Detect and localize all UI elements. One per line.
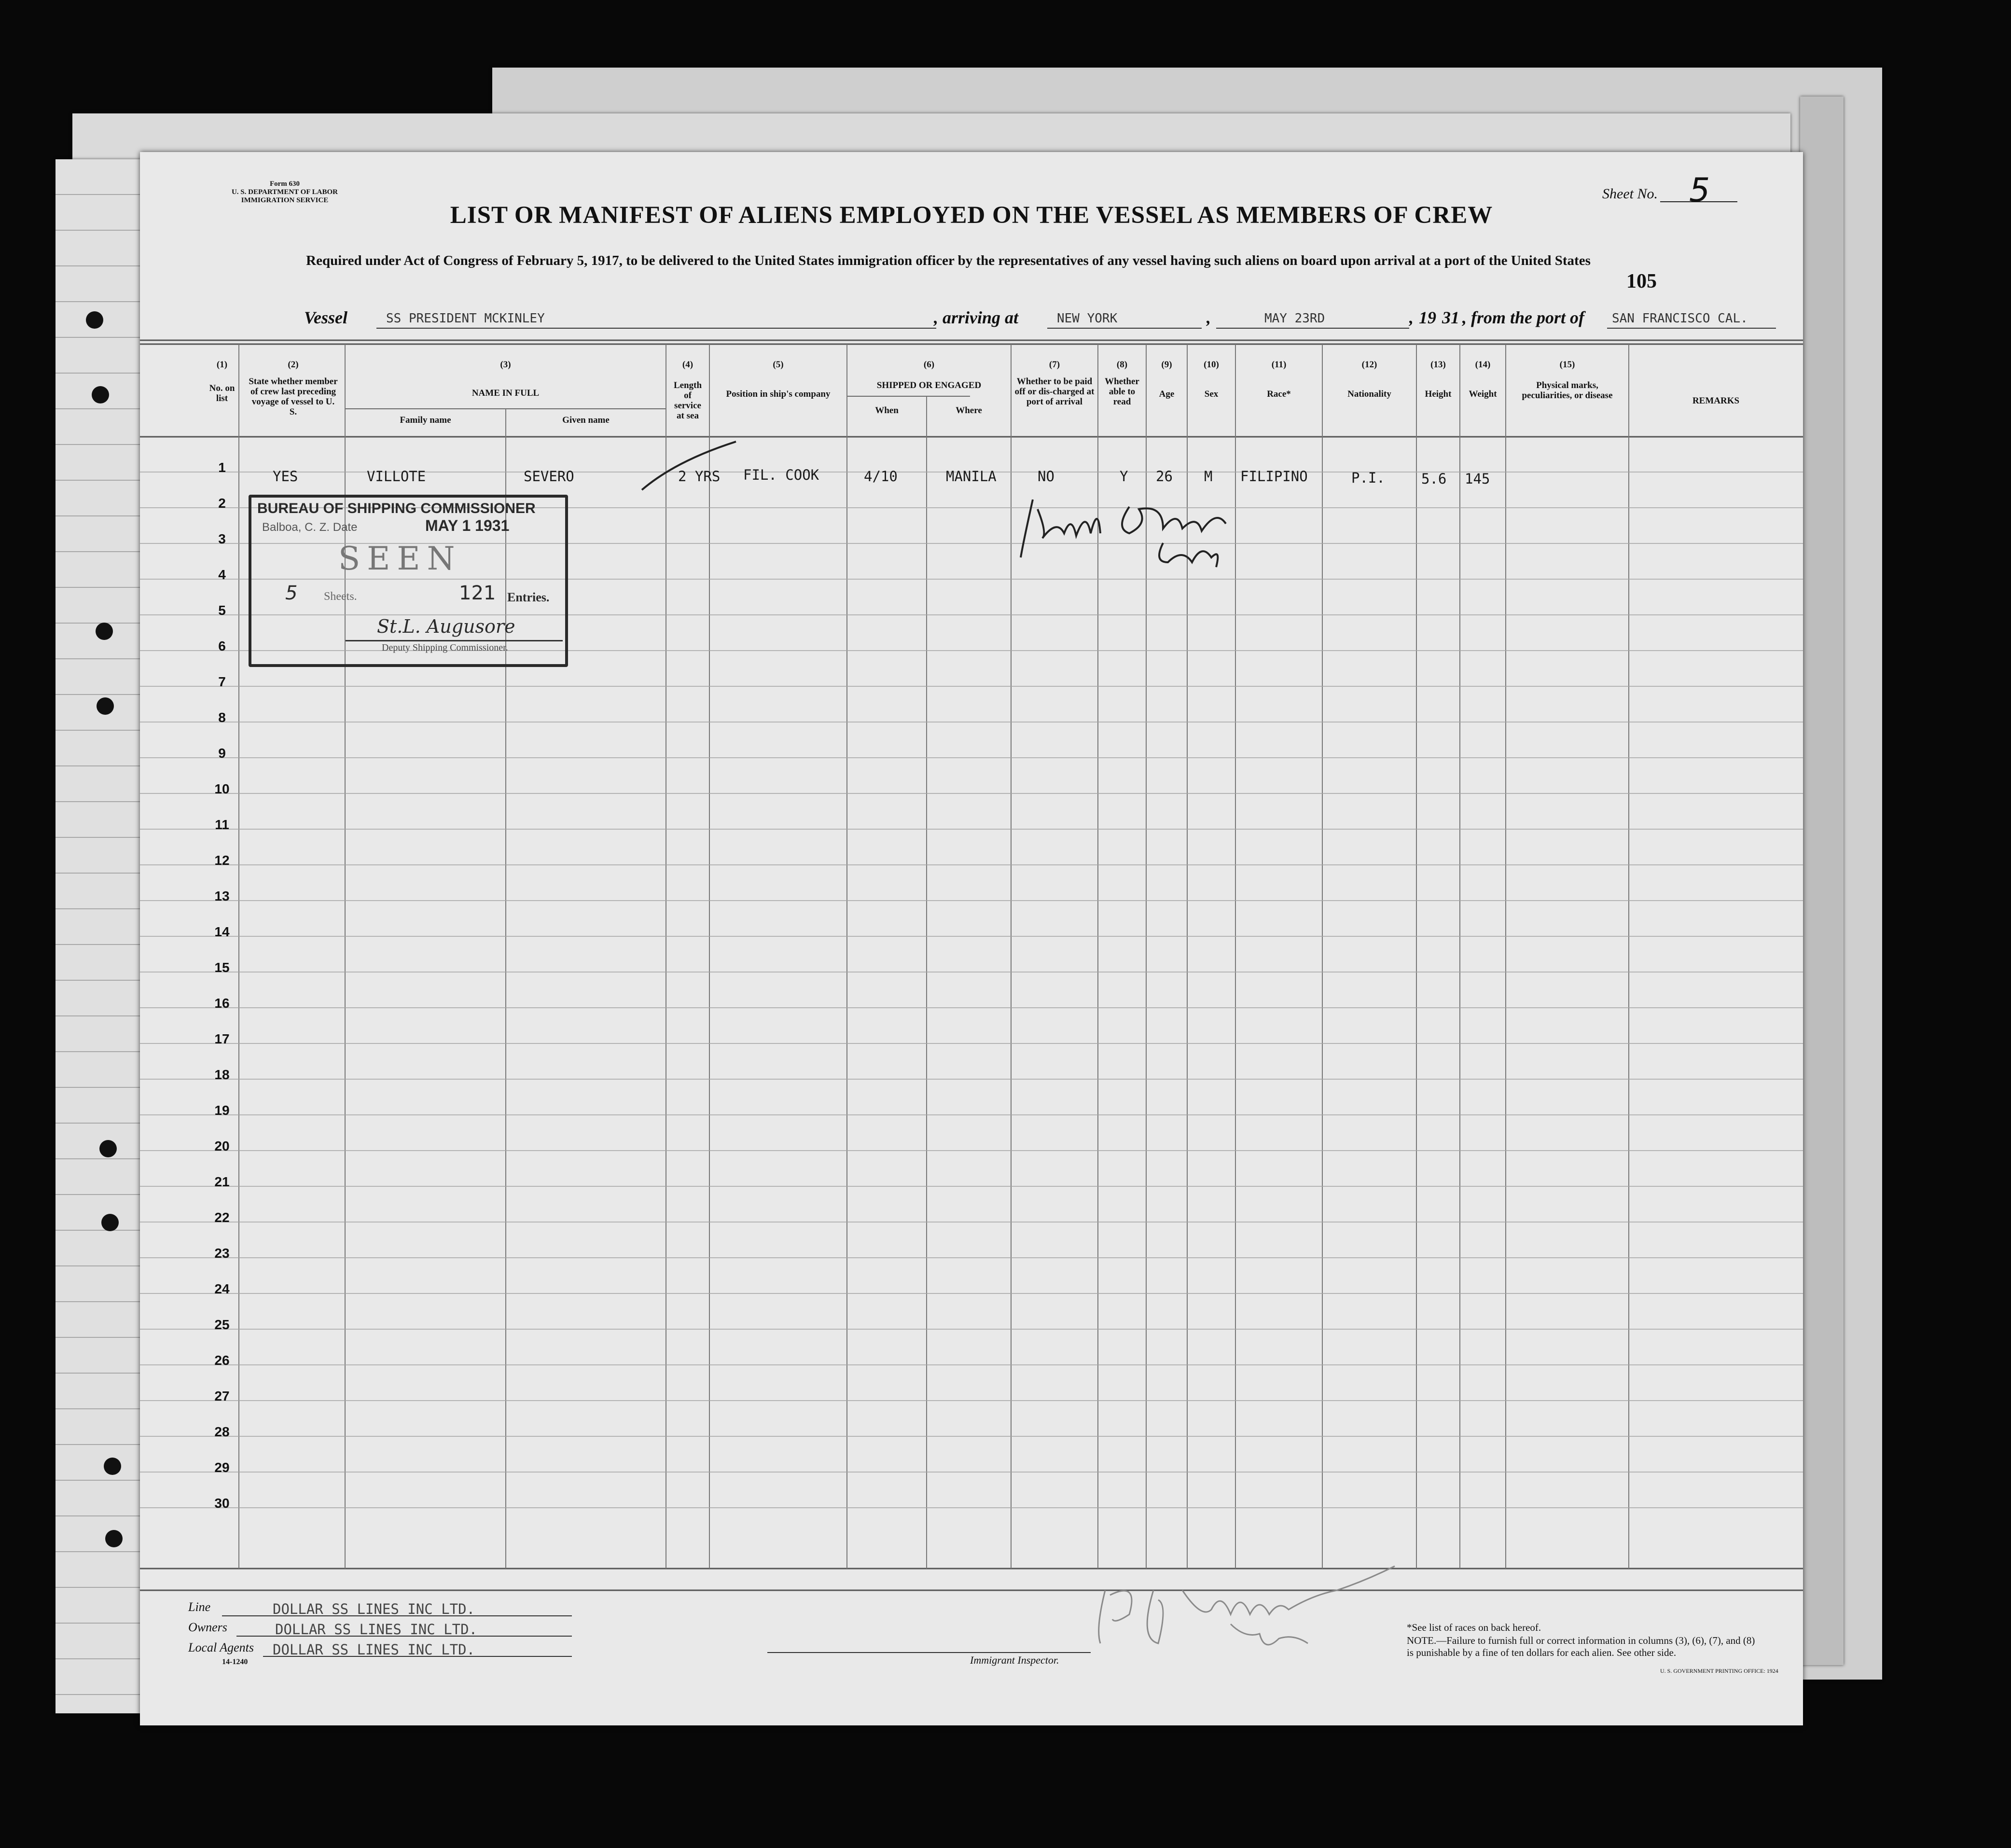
- col-5-number: (5): [773, 360, 784, 370]
- page-number: 105: [1626, 270, 1657, 292]
- sheet-number-value: 5: [1689, 171, 1710, 209]
- footer-owners-label: Owners: [188, 1620, 227, 1634]
- row-number: 30: [214, 1496, 230, 1511]
- entry-sex: M: [1204, 468, 1213, 485]
- row-number: 21: [214, 1174, 230, 1189]
- service-name: IMMIGRATION SERVICE: [241, 196, 329, 204]
- col-11-number: (11): [1271, 360, 1287, 370]
- footer-agents-label: Local Agents: [188, 1640, 254, 1654]
- entry-when: 4/10: [864, 468, 898, 485]
- row-number: 29: [214, 1460, 230, 1475]
- vessel-label: Vessel: [304, 308, 347, 327]
- bottom-signature-text: [1086, 1561, 1089, 1562]
- footnote-races: *See list of races on back hereof.: [1407, 1622, 1541, 1633]
- row-number: 26: [214, 1353, 230, 1368]
- stamp-entries-label: Entries.: [507, 590, 550, 604]
- col-7-label: Whether to be paid off or dis-charged at port of arrival: [1014, 376, 1095, 407]
- row-number: 19: [214, 1103, 230, 1118]
- col-1-number: (1): [216, 360, 228, 370]
- punch-hole: [96, 623, 113, 640]
- col-1-label: No. on list: [209, 383, 235, 403]
- col-4-header: [671, 360, 705, 421]
- col-5-label: Position in ship's company: [726, 389, 831, 399]
- printer-imprint: U. S. GOVERNMENT PRINTING OFFICE: 1924: [1660, 1667, 1778, 1674]
- col-3-given-header: Given name: [562, 415, 610, 425]
- punch-hole: [104, 1458, 121, 1475]
- row-number: 16: [214, 996, 230, 1011]
- inspector-signature: [1018, 490, 1240, 586]
- row-number: 18: [214, 1067, 230, 1082]
- col-2-label: State whether member of crew last preceding voyage of vessel to U. S.: [249, 376, 338, 417]
- arrival-date: MAY 23RD: [1264, 311, 1325, 326]
- col-6-where-header: Where: [956, 405, 982, 416]
- punch-hole: [97, 697, 114, 715]
- inspector-signature-line: [767, 1652, 1091, 1653]
- col-7-header: [1013, 360, 1096, 407]
- vessel-name: SS PRESIDENT MCKINLEY: [386, 311, 545, 326]
- stamp-seen: SEEN: [338, 540, 462, 577]
- stamp-signature: St.L. Augusore: [377, 616, 515, 637]
- row-number: 23: [214, 1246, 230, 1261]
- punch-hole: [101, 1214, 119, 1231]
- col-13-header: [1416, 360, 1460, 399]
- entry-age: 26: [1156, 468, 1173, 485]
- entry-prior-voyage: YES: [273, 468, 298, 485]
- departure-port: SAN FRANCISCO CAL.: [1612, 311, 1748, 326]
- arriving-label: , arriving at: [934, 308, 1019, 327]
- col-9-number: (9): [1161, 360, 1172, 370]
- col-14-label: Weight: [1469, 389, 1497, 399]
- row-number: 14: [214, 924, 230, 939]
- col-14-number: (14): [1475, 360, 1491, 370]
- col-3-family-header: Family name: [400, 415, 451, 425]
- row-number: 3: [218, 531, 226, 546]
- entry-weight: 145: [1465, 471, 1490, 487]
- row-number: 1: [218, 460, 226, 475]
- col-8-label: Whether able to read: [1105, 376, 1139, 407]
- col-1-header: [203, 360, 241, 403]
- col-8-number: (8): [1116, 360, 1128, 370]
- form-number: Form 630: [269, 180, 300, 188]
- col-10-header: [1187, 360, 1235, 399]
- entry-nationality: P.I.: [1351, 470, 1385, 486]
- row-number: 2: [218, 496, 226, 511]
- col-15-label: Physical marks, peculiarities, or disease: [1522, 380, 1613, 401]
- row-number: 6: [218, 639, 226, 653]
- col-3-label: NAME IN FULL: [472, 388, 540, 398]
- row-number: 17: [214, 1031, 230, 1046]
- bottom-signature-scribble: [1086, 1561, 1414, 1672]
- row-number: 10: [214, 781, 230, 796]
- stamp-date: MAY 1 1931: [425, 517, 510, 534]
- col-2-number: (2): [288, 360, 299, 370]
- stamp-officer: Deputy Shipping Commissioner.: [382, 642, 508, 653]
- row-number: 24: [214, 1281, 230, 1296]
- col-5-header: [714, 360, 842, 399]
- col-13-number: (13): [1430, 360, 1446, 370]
- col-7-number: (7): [1049, 360, 1060, 370]
- col-6-label: SHIPPED OR ENGAGED: [876, 380, 982, 390]
- row-number: 22: [214, 1210, 230, 1225]
- footer-line-value: DOLLAR SS LINES INC LTD.: [273, 1601, 475, 1617]
- entry-paid-off: NO: [1038, 468, 1054, 485]
- entry-race: FILIPINO: [1240, 468, 1308, 485]
- entry-where: MANILA: [946, 468, 997, 485]
- comma-sep: ,: [1207, 308, 1211, 327]
- footer-line-label: Line: [188, 1600, 211, 1614]
- row-number: 12: [214, 853, 230, 868]
- col-6-when-header: When: [875, 405, 899, 416]
- year-prefix: 19: [1419, 308, 1436, 327]
- row-number: 27: [214, 1389, 230, 1403]
- punch-hole: [92, 386, 109, 403]
- port-label: , from the port of: [1462, 308, 1585, 327]
- row-number: 4: [218, 567, 226, 582]
- inspector-label: Immigrant Inspector.: [970, 1654, 1059, 1666]
- row-number: 13: [214, 889, 230, 903]
- row-number: 9: [218, 746, 226, 761]
- col-8-header: [1100, 360, 1144, 407]
- col-15-header: [1511, 360, 1624, 401]
- col-10-number: (10): [1204, 360, 1219, 370]
- footnote-penalty: NOTE.—Failure to furnish full or correct information in columns (3), (6), (7), and (8) is punishable by a fine of ten dollars for each alien. See other side.: [1407, 1635, 1755, 1658]
- col-10-label: Sex: [1204, 389, 1219, 399]
- entry-service: 2 YRS: [678, 468, 721, 485]
- col-9-label: Age: [1159, 389, 1175, 399]
- entry-able-to-read: Y: [1120, 468, 1128, 485]
- stamp-bureau: BUREAU OF SHIPPING COMMISSIONER: [257, 500, 536, 516]
- col-13-label: Height: [1425, 389, 1452, 399]
- row-number: 28: [214, 1424, 230, 1439]
- col-11-header: [1235, 360, 1322, 399]
- entry-position: FIL. COOK: [743, 467, 819, 483]
- col-11-label: Race*: [1267, 389, 1291, 399]
- col-15-number: (15): [1559, 360, 1575, 370]
- row-number: 7: [218, 674, 226, 689]
- footer-print-code: 14-1240: [222, 1658, 248, 1666]
- footer-owners-value: DOLLAR SS LINES INC LTD.: [275, 1621, 478, 1638]
- row-number: 15: [214, 960, 230, 975]
- footer-agents-value: DOLLAR SS LINES INC LTD.: [273, 1641, 475, 1658]
- form-subtitle: Required under Act of Congress of February 5, 1917, to be delivered to the United States immigration officer by the representatives of any vessel having such aliens on board upon arrival at a port of the United States: [306, 253, 1591, 268]
- entry-given-name: SEVERO: [524, 468, 574, 485]
- row-number: 20: [214, 1139, 230, 1153]
- col-12-header: [1322, 360, 1416, 399]
- col-4-number: (4): [682, 360, 693, 370]
- entry-family-name: VILLOTE: [367, 468, 426, 485]
- row-number: 5: [218, 603, 226, 618]
- col-3-number: (3): [500, 360, 511, 370]
- signature-scribble: [1018, 490, 1240, 586]
- manifest-sheet: [140, 152, 1803, 1725]
- col-6-number: (6): [923, 360, 935, 370]
- punch-hole: [86, 311, 103, 329]
- col-2-header: [249, 360, 338, 417]
- shipping-commissioner-stamp: [249, 495, 568, 667]
- stamp-sheets-label: Sheets.: [324, 590, 357, 603]
- year-value: 31: [1442, 308, 1459, 327]
- col-6-header: [847, 360, 1011, 390]
- col-9-header: [1146, 360, 1187, 399]
- punch-hole: [105, 1530, 123, 1547]
- sheet-number-label: Sheet No.: [1602, 186, 1658, 202]
- stamp-signature-line: [346, 640, 563, 641]
- department-name: U. S. DEPARTMENT OF LABOR: [231, 188, 338, 196]
- arriving-port: NEW YORK: [1057, 311, 1118, 326]
- col-12-number: (12): [1361, 360, 1377, 370]
- row-number: 25: [214, 1317, 230, 1332]
- col-4-label: Length of service at sea: [673, 380, 702, 421]
- col-3-header: [345, 360, 666, 398]
- stamp-sheets-count: 5: [285, 582, 298, 604]
- row-number: 8: [218, 710, 226, 725]
- col-12-label: Nationality: [1347, 389, 1391, 399]
- row-number: 11: [215, 817, 229, 832]
- form-title: LIST OR MANIFEST OF ALIENS EMPLOYED ON THE VESSEL AS MEMBERS OF CREW: [450, 202, 1493, 229]
- punch-hole: [99, 1140, 117, 1157]
- col-remarks-header: REMARKS: [1692, 396, 1740, 406]
- comma-sep: ,: [1409, 308, 1414, 327]
- bottom-signature: [1086, 1561, 1414, 1672]
- col-14-header: [1460, 360, 1506, 399]
- entry-height: 5.6: [1421, 471, 1447, 487]
- back-sheet-right-edge: [1800, 97, 1844, 1665]
- stamp-location: Balboa, C. Z. Date: [262, 521, 358, 534]
- stamp-entries-count: 121: [459, 582, 496, 604]
